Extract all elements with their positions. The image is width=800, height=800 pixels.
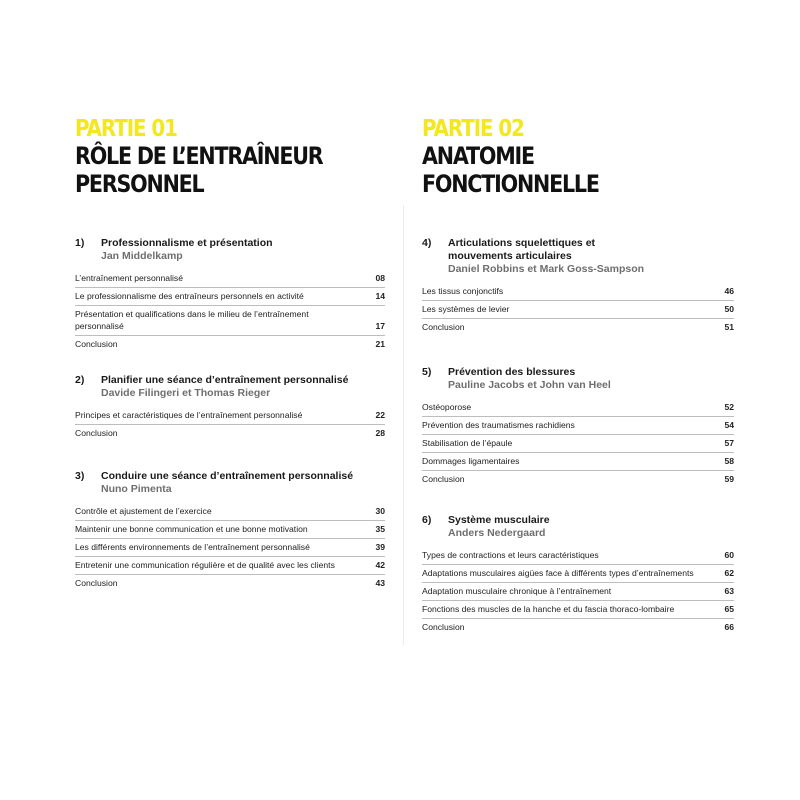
toc-entry-title: Types de contractions et leurs caractéristiques [422,550,599,560]
toc-entry-page: 66 [724,622,734,632]
toc-entry[interactable] [75,539,385,557]
section-author: Daniel Robbins et Mark Goss-Sampson [448,263,645,275]
section-2 [75,374,385,442]
section-heading [422,366,734,392]
section-heading [422,237,734,276]
toc-entry[interactable] [75,557,385,575]
toc-entry-page: 35 [375,524,385,534]
section-number: 3) [75,470,85,482]
toc-entry-page: 57 [724,438,734,448]
toc-entry-title: Entretenir une communication régulière et de qualité avec les clients [75,560,335,570]
toc-entry-page: 14 [375,291,385,301]
toc-entries [75,407,385,442]
toc-entry[interactable] [422,283,734,301]
toc-entry[interactable] [75,306,385,336]
toc-entry-title: Stabilisation de l’épaule [422,438,513,448]
toc-entry-title: L’entraînement personnalisé [75,273,183,283]
part-title-line: ANATOMIE [422,142,534,170]
toc-entry-title: Présentation et qualifications dans le milieu de l’entraînement personnalisé [75,309,309,331]
part-title-line: PERSONNEL [75,170,204,198]
toc-entries [422,399,734,488]
toc-entry[interactable] [422,435,734,453]
toc-entry-page: 42 [375,560,385,570]
toc-entry-page: 62 [724,568,734,578]
toc-entry[interactable] [75,270,385,288]
toc-entry-title: Ostéoporose [422,402,472,412]
section-5 [422,366,734,488]
toc-entry[interactable] [422,471,734,488]
toc-entry[interactable] [422,417,734,435]
part-title-line: RÔLE DE L’ENTRAÎNEUR [75,142,323,170]
toc-entry-title: Conclusion [422,474,465,484]
toc-entries [75,503,385,592]
section-number: 5) [422,366,432,378]
toc-entry[interactable] [75,575,385,592]
section-3 [75,470,385,592]
toc-entry-page: 28 [375,428,385,438]
toc-entry-title: Conclusion [75,428,118,438]
toc-entry-page: 59 [724,474,734,484]
toc-entry-title: Fonctions des muscles de la hanche et du fascia thoraco-lombaire [422,604,675,614]
toc-entry[interactable] [75,425,385,442]
toc-entry-title: Conclusion [75,578,118,588]
part-label: PARTIE 01 [75,116,177,142]
toc-entry[interactable] [422,601,734,619]
section-1 [75,237,385,353]
toc-entry[interactable] [75,521,385,539]
toc-entry[interactable] [75,407,385,425]
toc-entry[interactable] [422,399,734,417]
toc-entry-title: Conclusion [422,622,465,632]
section-heading [75,470,385,496]
toc-entry-page: 39 [375,542,385,552]
toc-entry-page: 58 [724,456,734,466]
toc-entry[interactable] [422,619,734,636]
section-heading [422,514,734,540]
section-title: Prévention des blessures [448,366,576,378]
toc-entry-page: 52 [724,402,734,412]
toc-entry-page: 65 [724,604,734,614]
section-author: Jan Middelkamp [101,250,183,262]
toc-entry[interactable] [75,503,385,521]
toc-entry[interactable] [422,319,734,336]
section-title-line: Articulations squelettiques et [448,237,596,249]
section-number: 2) [75,374,85,386]
toc-entry-page: 08 [375,273,385,283]
toc-entry-title: Les tissus conjonctifs [422,286,504,296]
toc-entry-page: 54 [724,420,734,430]
toc-entry-title: Dommages ligamentaires [422,456,520,466]
toc-entry-title: Conclusion [422,322,465,332]
toc-entry[interactable] [75,288,385,306]
section-number: 6) [422,514,432,526]
section-number: 1) [75,237,85,249]
part-label: PARTIE 02 [422,116,524,142]
section-heading [75,374,385,400]
column-gutter [403,205,404,645]
toc-entry-page: 46 [724,286,734,296]
toc-entries [422,547,734,636]
part-title [75,142,322,198]
section-title: Professionnalisme et présentation [101,237,273,249]
section-author: Pauline Jacobs et John van Heel [448,379,611,391]
part-title [422,142,599,198]
toc-entry-page: 43 [375,578,385,588]
section-6 [422,514,734,636]
toc-entries [75,270,385,353]
toc-entry-title: Prévention des traumatismes rachidiens [422,420,575,430]
toc-entry-page: 21 [375,339,385,349]
section-number: 4) [422,237,432,249]
toc-entry-page: 22 [375,410,385,420]
toc-entry[interactable] [422,547,734,565]
part-title-line: FONCTIONNELLE [422,170,599,198]
toc-entry-page: 30 [375,506,385,516]
toc-entry-page: 63 [724,586,734,596]
toc-entry-title: Conclusion [75,339,118,349]
toc-entry-title: Les différents environnements de l’entraînement personnalisé [75,542,310,552]
section-title: Conduire une séance d’entraînement personnalisé [101,470,354,482]
toc-entry-page: 60 [724,550,734,560]
section-heading [75,237,385,263]
toc-entry[interactable] [422,301,734,319]
toc-entry-title: Les systèmes de levier [422,304,510,314]
toc-entries [422,283,734,336]
toc-entry-page: 17 [375,321,385,331]
toc-entry-page: 51 [724,322,734,332]
toc-entry[interactable] [422,565,734,583]
section-title: Système musculaire [448,514,550,526]
section-author: Nuno Pimenta [101,483,172,495]
toc-entry-title: Adaptations musculaires aigües face à différents types d’entraînements [422,568,694,578]
toc-entry-title: Adaptation musculaire chronique à l’entraînement [422,586,612,596]
toc-entry-title: Maintenir une bonne communication et une bonne motivation [75,524,308,534]
toc-entry[interactable] [422,453,734,471]
section-title-line: mouvements articulaires [448,250,572,262]
toc-entry[interactable] [75,336,385,353]
section-author: Anders Nedergaard [448,527,546,539]
toc-entry[interactable] [422,583,734,601]
section-4 [422,237,734,336]
section-title: Planifier une séance d’entraînement personnalisé [101,374,349,386]
toc-entry-title: Principes et caractéristiques de l’entraînement personnalisé [75,410,303,420]
toc-entry-title: Contrôle et ajustement de l’exercice [75,506,212,516]
toc-entry-title: Le professionnalisme des entraîneurs personnels en activité [75,291,304,301]
toc-entry-page: 50 [724,304,734,314]
section-author: Davide Filingeri et Thomas Rieger [101,387,271,399]
